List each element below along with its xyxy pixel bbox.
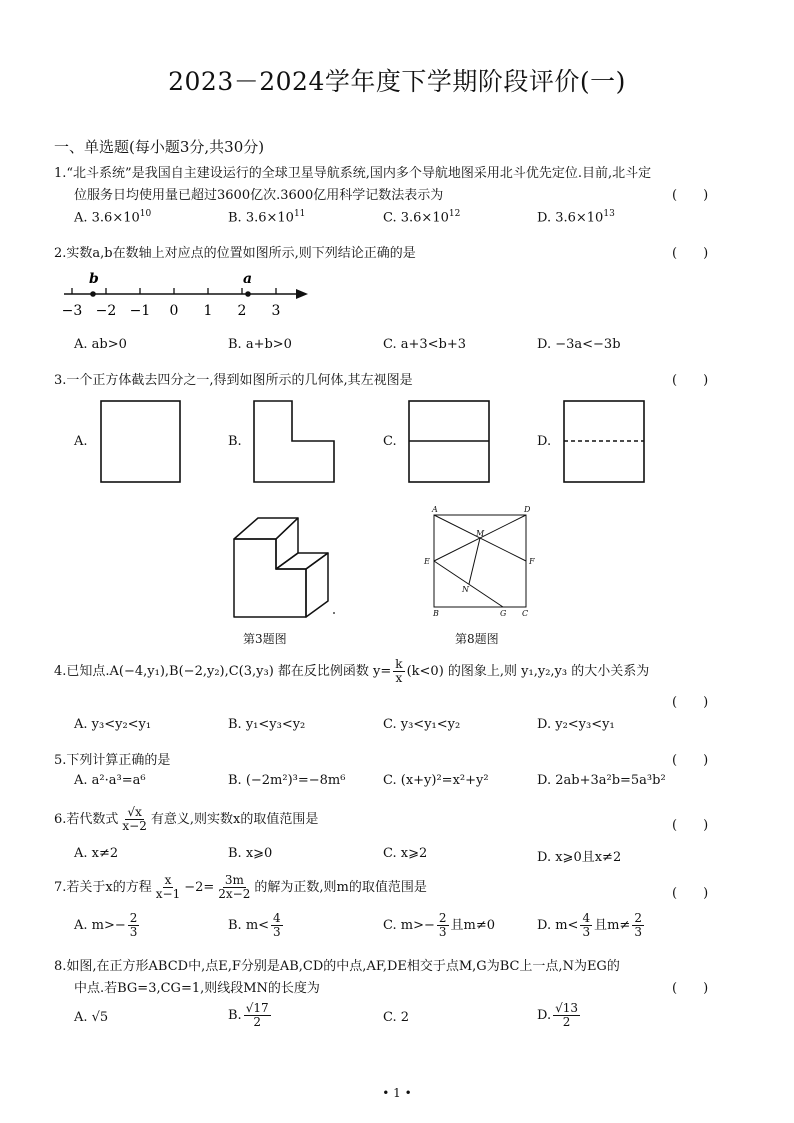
- q1-option-c: C. $3.6\times 10^{12}$: [383, 209, 461, 226]
- svg-text:A: A: [432, 505, 438, 514]
- q3-label-b: B.: [228, 434, 242, 449]
- number-line-tick-label: 3: [271, 303, 281, 319]
- q5-answer-paren: ( ): [672, 753, 709, 768]
- q5-text: 5.下列计算正确的是: [54, 753, 171, 768]
- point-b-marker: [90, 291, 96, 297]
- q1-line1: 1.“北斗系统”是我国自主建设运行的全球卫星导航系统,国内多个导航地图采用北斗优先定位.目前,北斗定: [54, 166, 652, 181]
- q7-option-b: B. m< $\frac{4}{3}$: [228, 911, 281, 939]
- number-line-tick-label: 1: [203, 303, 213, 319]
- q2-text: 2.实数a,b在数轴上对应点的位置如图所示,则下列结论正确的是: [54, 246, 416, 261]
- svg-text:N: N: [462, 585, 469, 594]
- svg-text:F: F: [529, 557, 535, 566]
- q4-option-c: C. y₃<y₁<y₂: [383, 717, 461, 732]
- svg-text:M: M: [476, 529, 485, 538]
- page-number: • 1 •: [382, 1086, 412, 1100]
- number-line-tick-label: −1: [129, 303, 151, 319]
- svg-text:C: C: [522, 609, 529, 618]
- svg-text:D: D: [524, 505, 531, 514]
- q2-option-a: A. ab>0: [74, 337, 127, 352]
- svg-text:G: G: [500, 609, 507, 618]
- q7-answer-paren: ( ): [672, 886, 709, 901]
- q8-option-c: C. 2: [383, 1010, 410, 1025]
- q3-option-d-figure: [562, 400, 646, 484]
- q2-option-c: C. a+3<b+3: [383, 337, 467, 352]
- point-a-marker: [245, 291, 251, 297]
- q4-answer-paren: ( ): [672, 695, 709, 710]
- q3-solid-figure: [226, 515, 338, 623]
- q7-option-c: C. m>− $\frac{2}{3}$ 且m≠0: [383, 911, 496, 939]
- figure-caption-8: 第8题图: [455, 632, 499, 646]
- q3-answer-paren: ( ): [672, 373, 709, 388]
- q3-label-c: C.: [383, 434, 397, 449]
- point-b-label: b: [89, 271, 99, 287]
- q3-label-a: A.: [74, 434, 88, 449]
- q4-option-a: A. y₃<y₂<y₁: [74, 717, 152, 732]
- q5-option-d: D. 2ab+3a²b=5a³b²: [537, 773, 666, 788]
- number-line-figure: [56, 266, 316, 322]
- q2-option-b: B. a+b>0: [228, 337, 292, 352]
- q4-option-b: B. y₁<y₃<y₂: [228, 717, 306, 732]
- number-line-tick-label: 0: [169, 303, 179, 319]
- number-line-tick-label: 2: [237, 303, 247, 319]
- q1-answer-paren: ( ): [672, 188, 709, 203]
- q4-option-d: D. y₂<y₃<y₁: [537, 717, 615, 732]
- svg-text:B: B: [433, 609, 439, 618]
- q1-line2: 位服务日均使用量已超过3600亿次.3600亿用科学记数法表示为: [74, 188, 444, 203]
- q5-option-b: B. (−2m²)³=−8m⁶: [228, 773, 346, 788]
- q3-text: 3.一个正方体截去四分之一,得到如图所示的几何体,其左视图是: [54, 373, 413, 388]
- figure-caption-3: 第3题图: [243, 632, 287, 646]
- q3-option-a-figure: [100, 400, 182, 484]
- svg-text:E: E: [424, 557, 430, 566]
- q7-option-a: A. m>− $\frac{2}{3}$: [74, 911, 138, 939]
- q1-option-b: B. $3.6\times 10^{11}$: [228, 209, 306, 226]
- q1-option-d: D. $3.6\times 10^{13}$: [537, 209, 615, 226]
- q4-text: 4.已知点.A(−4,y₁),B(−2,y₂),C(3,y₃) 都在反比例函数 y= $\frac{k}{x}$ (k<0) 的图象上,则 y₁,y₂,y₃ 的大小关系为: [54, 657, 650, 685]
- q6-option-c: C. x⩾2: [383, 846, 428, 861]
- q6-option-a: A. x≠2: [74, 846, 119, 861]
- q7-option-d: D. m< $\frac{4}{3}$ 且m≠ $\frac{2}{3}$: [537, 911, 642, 939]
- q2-option-d: D. −3a<−3b: [537, 337, 621, 352]
- q8-option-d: D. $\frac{√13}{2}$: [537, 1001, 579, 1029]
- page-title: 2023－2024学年度下学期阶段评价(一): [168, 67, 626, 96]
- number-line-tick-label: −2: [95, 303, 117, 319]
- number-line-tick-label: −3: [61, 303, 83, 319]
- q3-option-c-figure: [407, 400, 491, 484]
- q6-option-d: D. x⩾0且x≠2: [537, 850, 622, 865]
- number-line-arrow: [296, 289, 308, 299]
- q5-option-c: C. (x+y)²=x²+y²: [383, 773, 489, 788]
- q6-option-b: B. x⩾0: [228, 846, 273, 861]
- q3-option-b-figure: [252, 400, 336, 484]
- q2-answer-paren: ( ): [672, 246, 709, 261]
- point-a-label: a: [243, 271, 253, 287]
- q8-option-b: B. $\frac{√17}{2}$: [228, 1001, 269, 1029]
- q5-option-a: A. a²·a³=a⁶: [74, 773, 146, 788]
- q8-option-a: A. √5: [74, 1010, 109, 1025]
- q6-text: 6.若代数式 $\frac{√x}{x-2}$ 有意义,则实数x的取值范围是: [54, 805, 319, 833]
- q8-line1: 8.如图,在正方形ABCD中,点E,F分别是AB,CD的中点,AF,DE相交于点M,G为BC上一点,N为EG的: [54, 959, 620, 974]
- q1-option-a: A. $3.6\times 10^{10}$: [74, 209, 152, 226]
- q6-answer-paren: ( ): [672, 818, 709, 833]
- q8-answer-paren: ( ): [672, 981, 709, 996]
- q8-line2: 中点.若BG=3,CG=1,则线段MN的长度为: [74, 981, 320, 996]
- q8-square-figure: [420, 502, 540, 622]
- q7-text: 7.若关于x的方程 $\frac{x}{x-1}$ −2= $\frac{3m}{2x-2}$ 的解为正数,则m的取值范围是: [54, 873, 427, 901]
- section-heading: 一、单选题(每小题3分,共30分): [54, 138, 265, 156]
- q3-label-d: D.: [537, 434, 552, 449]
